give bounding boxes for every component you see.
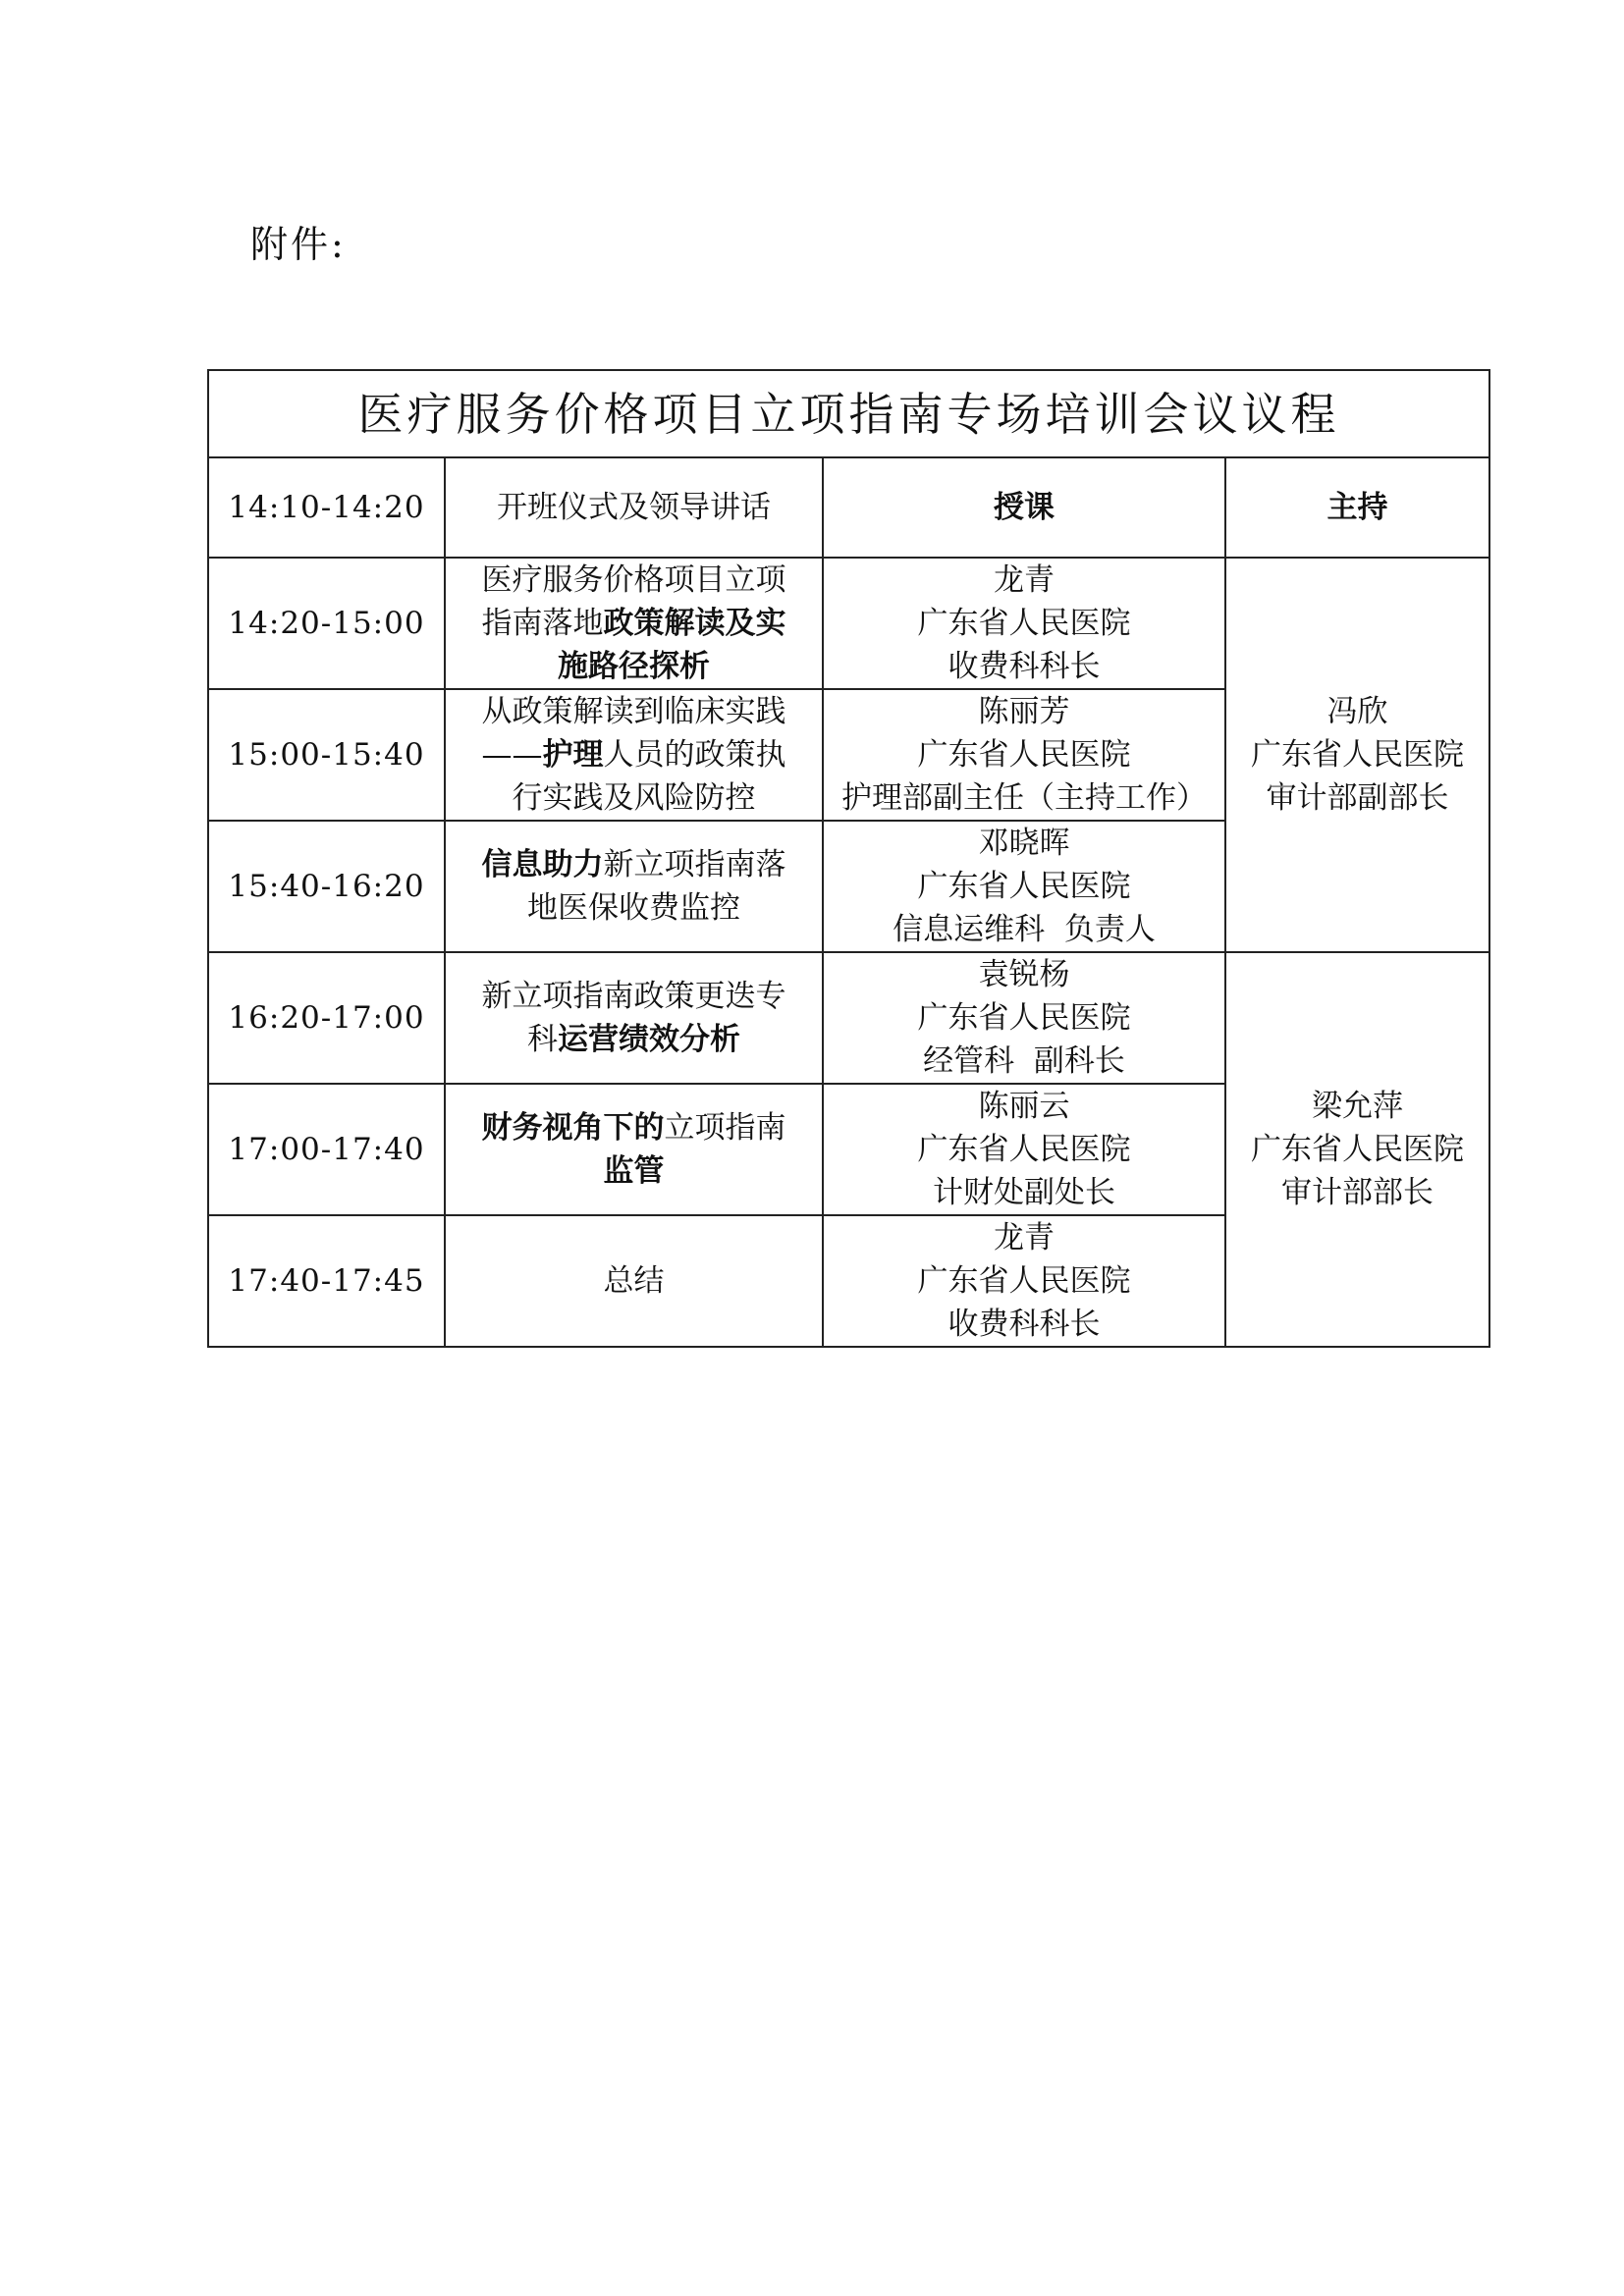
session-speaker: 袁锐杨 广东省人民医院 经管科 副科长 (823, 952, 1225, 1084)
session-speaker: 陈丽云 广东省人民医院 计财处副处长 (823, 1084, 1225, 1215)
session-speaker: 龙青 广东省人民医院 收费科科长 (823, 1215, 1225, 1347)
session-topic: 新立项指南政策更迭专 科运营绩效分析 (445, 952, 823, 1084)
session-host: 冯欣 广东省人民医院 审计部副部长 (1225, 558, 1489, 952)
agenda-row (208, 952, 1489, 1084)
session-topic: 医疗服务价格项目立项 指南落地政策解读及实 施路径探析 (445, 558, 823, 689)
session-speaker: 龙青 广东省人民医院 收费科科长 (823, 558, 1225, 689)
agenda-row (208, 558, 1489, 689)
agenda-title: 医疗服务价格项目立项指南专场培训会议议程 (208, 370, 1489, 457)
session-host: 梁允萍 广东省人民医院 审计部部长 (1225, 952, 1489, 1347)
opening-time: 14:10-14:20 (208, 457, 445, 558)
session-topic: 信息助力新立项指南落 地医保收费监控 (445, 821, 823, 952)
host-column-header: 主持 (1225, 457, 1489, 558)
speaker-column-header: 授课 (823, 457, 1225, 558)
session-speaker: 陈丽芳 广东省人民医院 护理部副主任（主持工作） (823, 689, 1225, 821)
session-topic: 从政策解读到临床实践 ——护理人员的政策执 行实践及风险防控 (445, 689, 823, 821)
attachment-label: 附件: (250, 223, 347, 266)
session-time: 16:20-17:00 (208, 952, 445, 1084)
opening-topic: 开班仪式及领导讲话 (445, 457, 823, 558)
session-time: 15:40-16:20 (208, 821, 445, 952)
session-topic: 财务视角下的立项指南 监管 (445, 1084, 823, 1215)
session-time: 14:20-15:00 (208, 558, 445, 689)
session-speaker: 邓晓晖 广东省人民医院 信息运维科 负责人 (823, 821, 1225, 952)
session-time: 17:00-17:40 (208, 1084, 445, 1215)
session-time: 15:00-15:40 (208, 689, 445, 821)
session-topic: 总结 (445, 1215, 823, 1347)
agenda-table (207, 369, 1490, 1348)
session-time: 17:40-17:45 (208, 1215, 445, 1347)
